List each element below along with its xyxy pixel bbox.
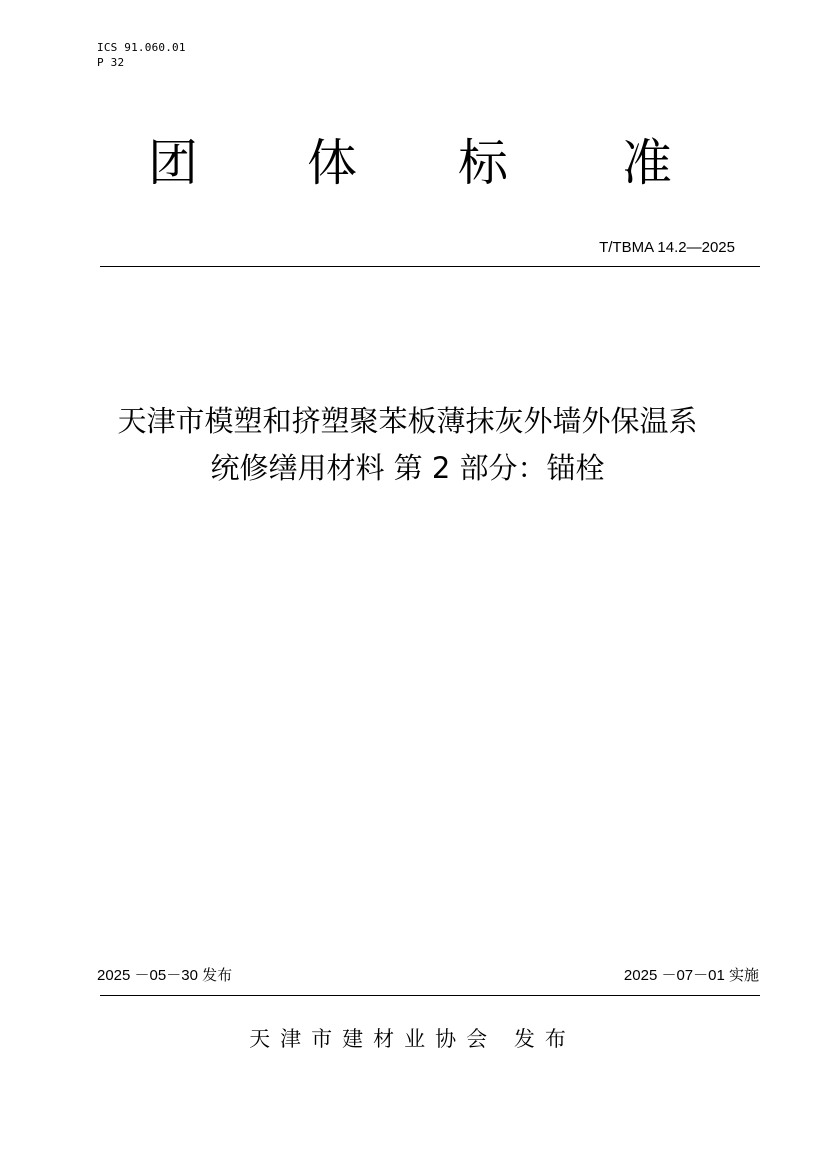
standard-number: T/TBMA 14.2—2025 bbox=[599, 239, 735, 256]
standard-type-char-4: 准 bbox=[622, 134, 672, 192]
ccs-code: P 32 bbox=[97, 56, 125, 69]
document-title-line-1: 天津市模塑和挤塑聚苯板薄抹灰外墙外保温系 bbox=[117, 404, 698, 438]
publisher: 天津市建材业协会 发布 bbox=[249, 1027, 576, 1051]
implementation-date: 2025 －07－01 实施 bbox=[623, 967, 759, 984]
ics-code: ICS 91.060.01 bbox=[97, 41, 186, 54]
top-divider bbox=[100, 266, 760, 267]
standard-type-char-2: 体 bbox=[307, 134, 357, 192]
bottom-divider bbox=[100, 995, 760, 996]
standard-type-heading bbox=[0, 128, 815, 198]
classification-codes bbox=[97, 40, 186, 70]
publish-date: 2025 －05－30 发布 bbox=[97, 967, 233, 984]
standard-type-char-3: 标 bbox=[458, 134, 508, 192]
document-title-line-2: 统修缮用材料 第 2 部分：锚栓 bbox=[210, 451, 605, 485]
standard-type-char-1: 团 bbox=[148, 134, 198, 192]
